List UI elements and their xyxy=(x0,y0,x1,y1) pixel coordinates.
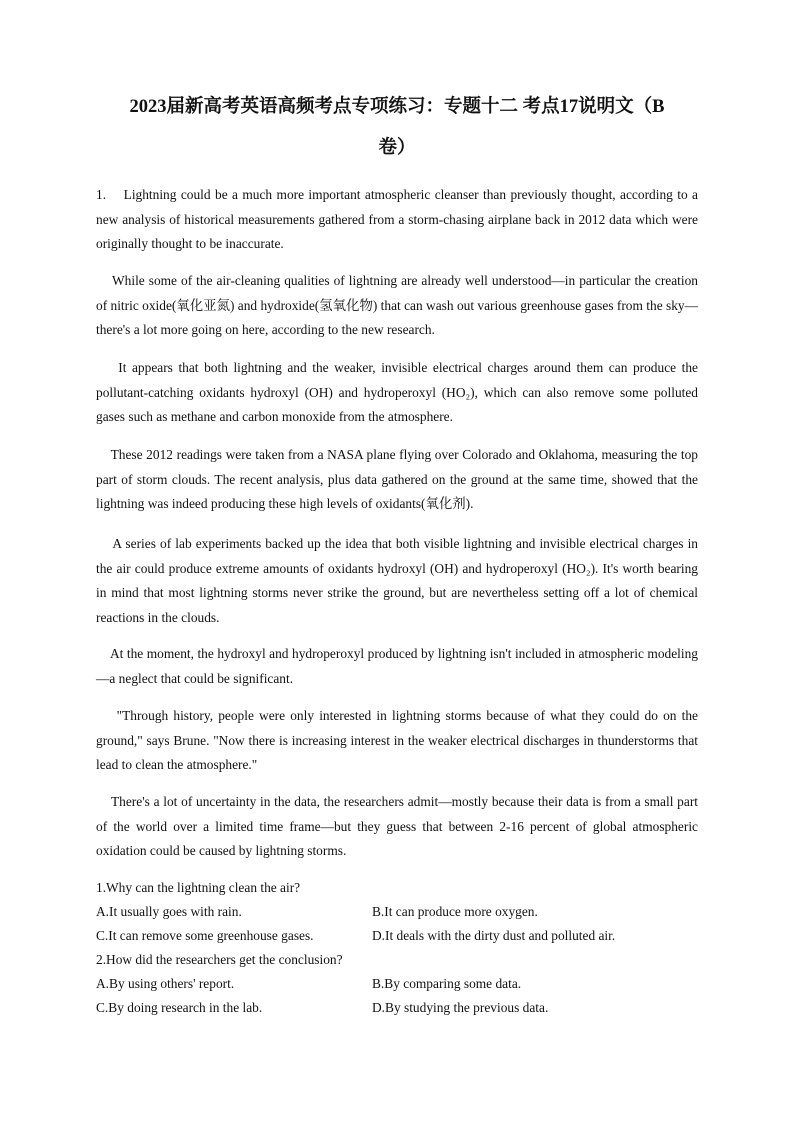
document-title-line-2: 卷） xyxy=(378,138,416,158)
passage-paragraph-6: At the moment, the hydroxyl and hydroperoxyl produced by lightning isn't included in atmospheric modeling —a neglect that could be significant. xyxy=(96,646,698,686)
passage-paragraph-8: There's a lot of uncertainty in the data, the researchers admit—mostly because their data is from a small part of the world over a limited time frame—but they guess that between 2-16 percent of global atmospheric oxidation could be caused by lightning storms. xyxy=(96,794,698,859)
passage-paragraph-3: It appears that both lightning and the weaker, invisible electrical charges around them can produce the pollutant-catching oxidants hydroxyl (OH) and hydroperoxyl (HO₂), which can also remove some polluted gases such as methane and carbon monoxide from the atmosphere. xyxy=(96,360,698,425)
question-1-option-a: A.It usually goes with rain. xyxy=(96,904,242,919)
question-1-stem: 1.Why can the lightning clean the air? xyxy=(96,880,301,895)
question-2-stem: 2.How did the researchers get the conclusion? xyxy=(96,952,343,967)
passage-paragraph-1: 1. Lightning could be a much more important atmospheric cleanser than previously thought, according to a new analysis of historical measurements gathered from a storm-chasing airplane back in 2012 data which were originally thought to be inaccurate. xyxy=(96,187,698,252)
passage-paragraph-2: While some of the air-cleaning qualities of lightning are already well understood—in particular the creation of nitric oxide(氧化亚氮) and hydroxide(氢氧化物) that can wash out various greenhouse gases from the sky—there's a lot more going on here, according to the new research. xyxy=(96,273,698,338)
question-2-option-a: A.By using others' report. xyxy=(96,976,235,991)
document-title-line-1: 2023届新高考英语高频考点专项练习：专题十二 考点17说明文（B xyxy=(129,97,665,117)
question-2-option-b: B.By comparing some data. xyxy=(372,976,522,991)
question-1-option-d: D.It deals with the dirty dust and polluted air. xyxy=(372,928,616,943)
question-1-option-b: B.It can produce more oxygen. xyxy=(372,904,538,919)
question-2-option-d: D.By studying the previous data. xyxy=(372,1000,549,1015)
passage-paragraph-4: These 2012 readings were taken from a NASA plane flying over Colorado and Oklahoma, measuring the top part of storm clouds. The recent analysis, plus data gathered on the ground at the same time, showed that the lightning was indeed producing these high levels of oxidants(氧化剂). xyxy=(96,447,698,512)
passage-paragraph-7: "Through history, people were only interested in lightning storms because of what they could do on the ground," says Brune. "Now there is increasing interest in the weaker electrical discharges in thunderstorms that lead to clean the atmosphere." xyxy=(96,708,698,773)
question-1-option-c: C.It can remove some greenhouse gases. xyxy=(96,928,314,943)
passage-paragraph-5: A series of lab experiments backed up the idea that both visible lightning and invisible electrical charges in the air could produce extreme amounts of oxidants hydroxyl (OH) and hydroperoxyl (HO₂). It's worth bearing in mind that most lightning storms never strike the ground, but are nevertheless setting off a lot of chemical reactions in the clouds. xyxy=(96,536,698,625)
question-2-option-c: C.By doing research in the lab. xyxy=(96,1000,263,1015)
